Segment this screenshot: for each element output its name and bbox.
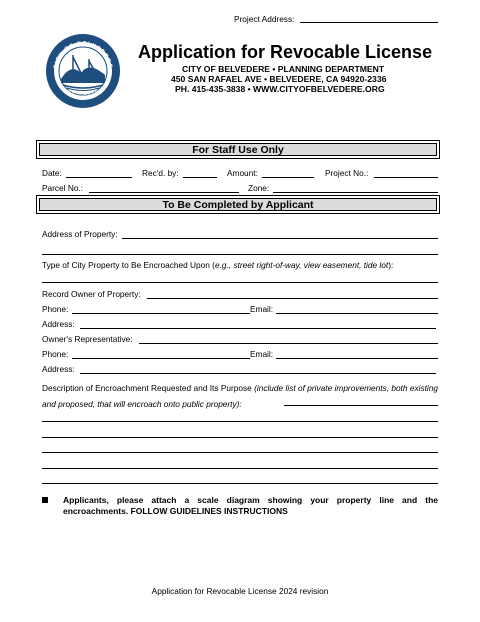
record-owner-field[interactable] <box>147 298 438 299</box>
owner-rep-label: Owner's Representative: <box>42 334 133 344</box>
email-2-label: Email: <box>250 349 274 359</box>
address-label: Address: <box>42 319 75 329</box>
project-no-label: Project No.: <box>325 168 369 178</box>
footer-text: Application for Revocable License 2024 revision <box>151 586 329 596</box>
description-field-1[interactable] <box>284 405 438 406</box>
description-field-2[interactable] <box>42 421 438 422</box>
header-line-3: PH. 415-435-3838 • WWW.CITYOFBELVEDERE.ORG <box>175 84 385 94</box>
amount-field[interactable] <box>262 177 314 178</box>
phone-field[interactable] <box>72 313 250 314</box>
address-of-property-label: Address of Property: <box>42 229 118 239</box>
address-2-label: Address: <box>42 364 75 374</box>
description-label: Description of Encroachment Requested and Its Purpose (include list of private improvements, both existing and proposed, that will encroach onto public property): <box>42 383 438 409</box>
page-title: Application for Revocable License <box>138 42 433 62</box>
email-2-field[interactable] <box>276 358 438 359</box>
phone-label: Phone: <box>42 304 69 314</box>
amount-label: Amount: <box>227 168 258 178</box>
zone-field[interactable] <box>273 192 438 193</box>
email-label: Email: <box>250 304 274 314</box>
seal-bottom-text: EST. 1896 <box>66 86 100 98</box>
record-owner-label: Record Owner of Property: <box>42 289 141 299</box>
seal-top-text: CITY OF BELVEDERE <box>53 40 113 70</box>
bullet-square-icon <box>42 497 48 503</box>
recd-by-label: Rec'd. by: <box>142 168 179 178</box>
project-no-field[interactable] <box>374 177 438 178</box>
description-field-5[interactable] <box>42 468 438 469</box>
date-label: Date: <box>42 168 62 178</box>
phone-2-field[interactable] <box>72 358 250 359</box>
description-field-4[interactable] <box>42 452 438 453</box>
description-field-6[interactable] <box>42 483 438 484</box>
email-field[interactable] <box>276 313 438 314</box>
staff-section-heading: For Staff Use Only <box>36 140 440 159</box>
address-2-field[interactable] <box>80 373 436 374</box>
recd-by-field[interactable] <box>183 177 217 178</box>
type-of-property-label: Type of City Property to Be Encroached Upon (e.g., street right-of-way, view easement, tide lot): <box>42 260 394 270</box>
address-of-property-field-2[interactable] <box>42 254 438 255</box>
address-field[interactable] <box>80 328 436 329</box>
owner-rep-field[interactable] <box>139 343 438 344</box>
project-address-field[interactable] <box>300 22 438 23</box>
project-address-label: Project Address: <box>234 14 295 24</box>
phone-2-label: Phone: <box>42 349 69 359</box>
attachment-note: Applicants, please attach a scale diagram showing your property line and the encroachments. FOLLOW GUIDELINES INSTRUCTIONS <box>63 495 438 516</box>
city-seal-logo <box>45 33 121 109</box>
zone-label: Zone: <box>248 183 270 193</box>
date-field[interactable] <box>66 177 132 178</box>
header-line-1: CITY OF BELVEDERE • PLANNING DEPARTMENT <box>182 64 385 74</box>
parcel-no-field[interactable] <box>89 192 239 193</box>
description-field-3[interactable] <box>42 437 438 438</box>
parcel-no-label: Parcel No.: <box>42 183 84 193</box>
type-of-property-field[interactable] <box>42 282 438 283</box>
address-of-property-field[interactable] <box>122 238 438 239</box>
header-line-2: 450 SAN RAFAEL AVE • BELVEDERE, CA 94920-2336 <box>171 74 387 84</box>
applicant-section-heading: To Be Completed by Applicant <box>36 195 440 214</box>
